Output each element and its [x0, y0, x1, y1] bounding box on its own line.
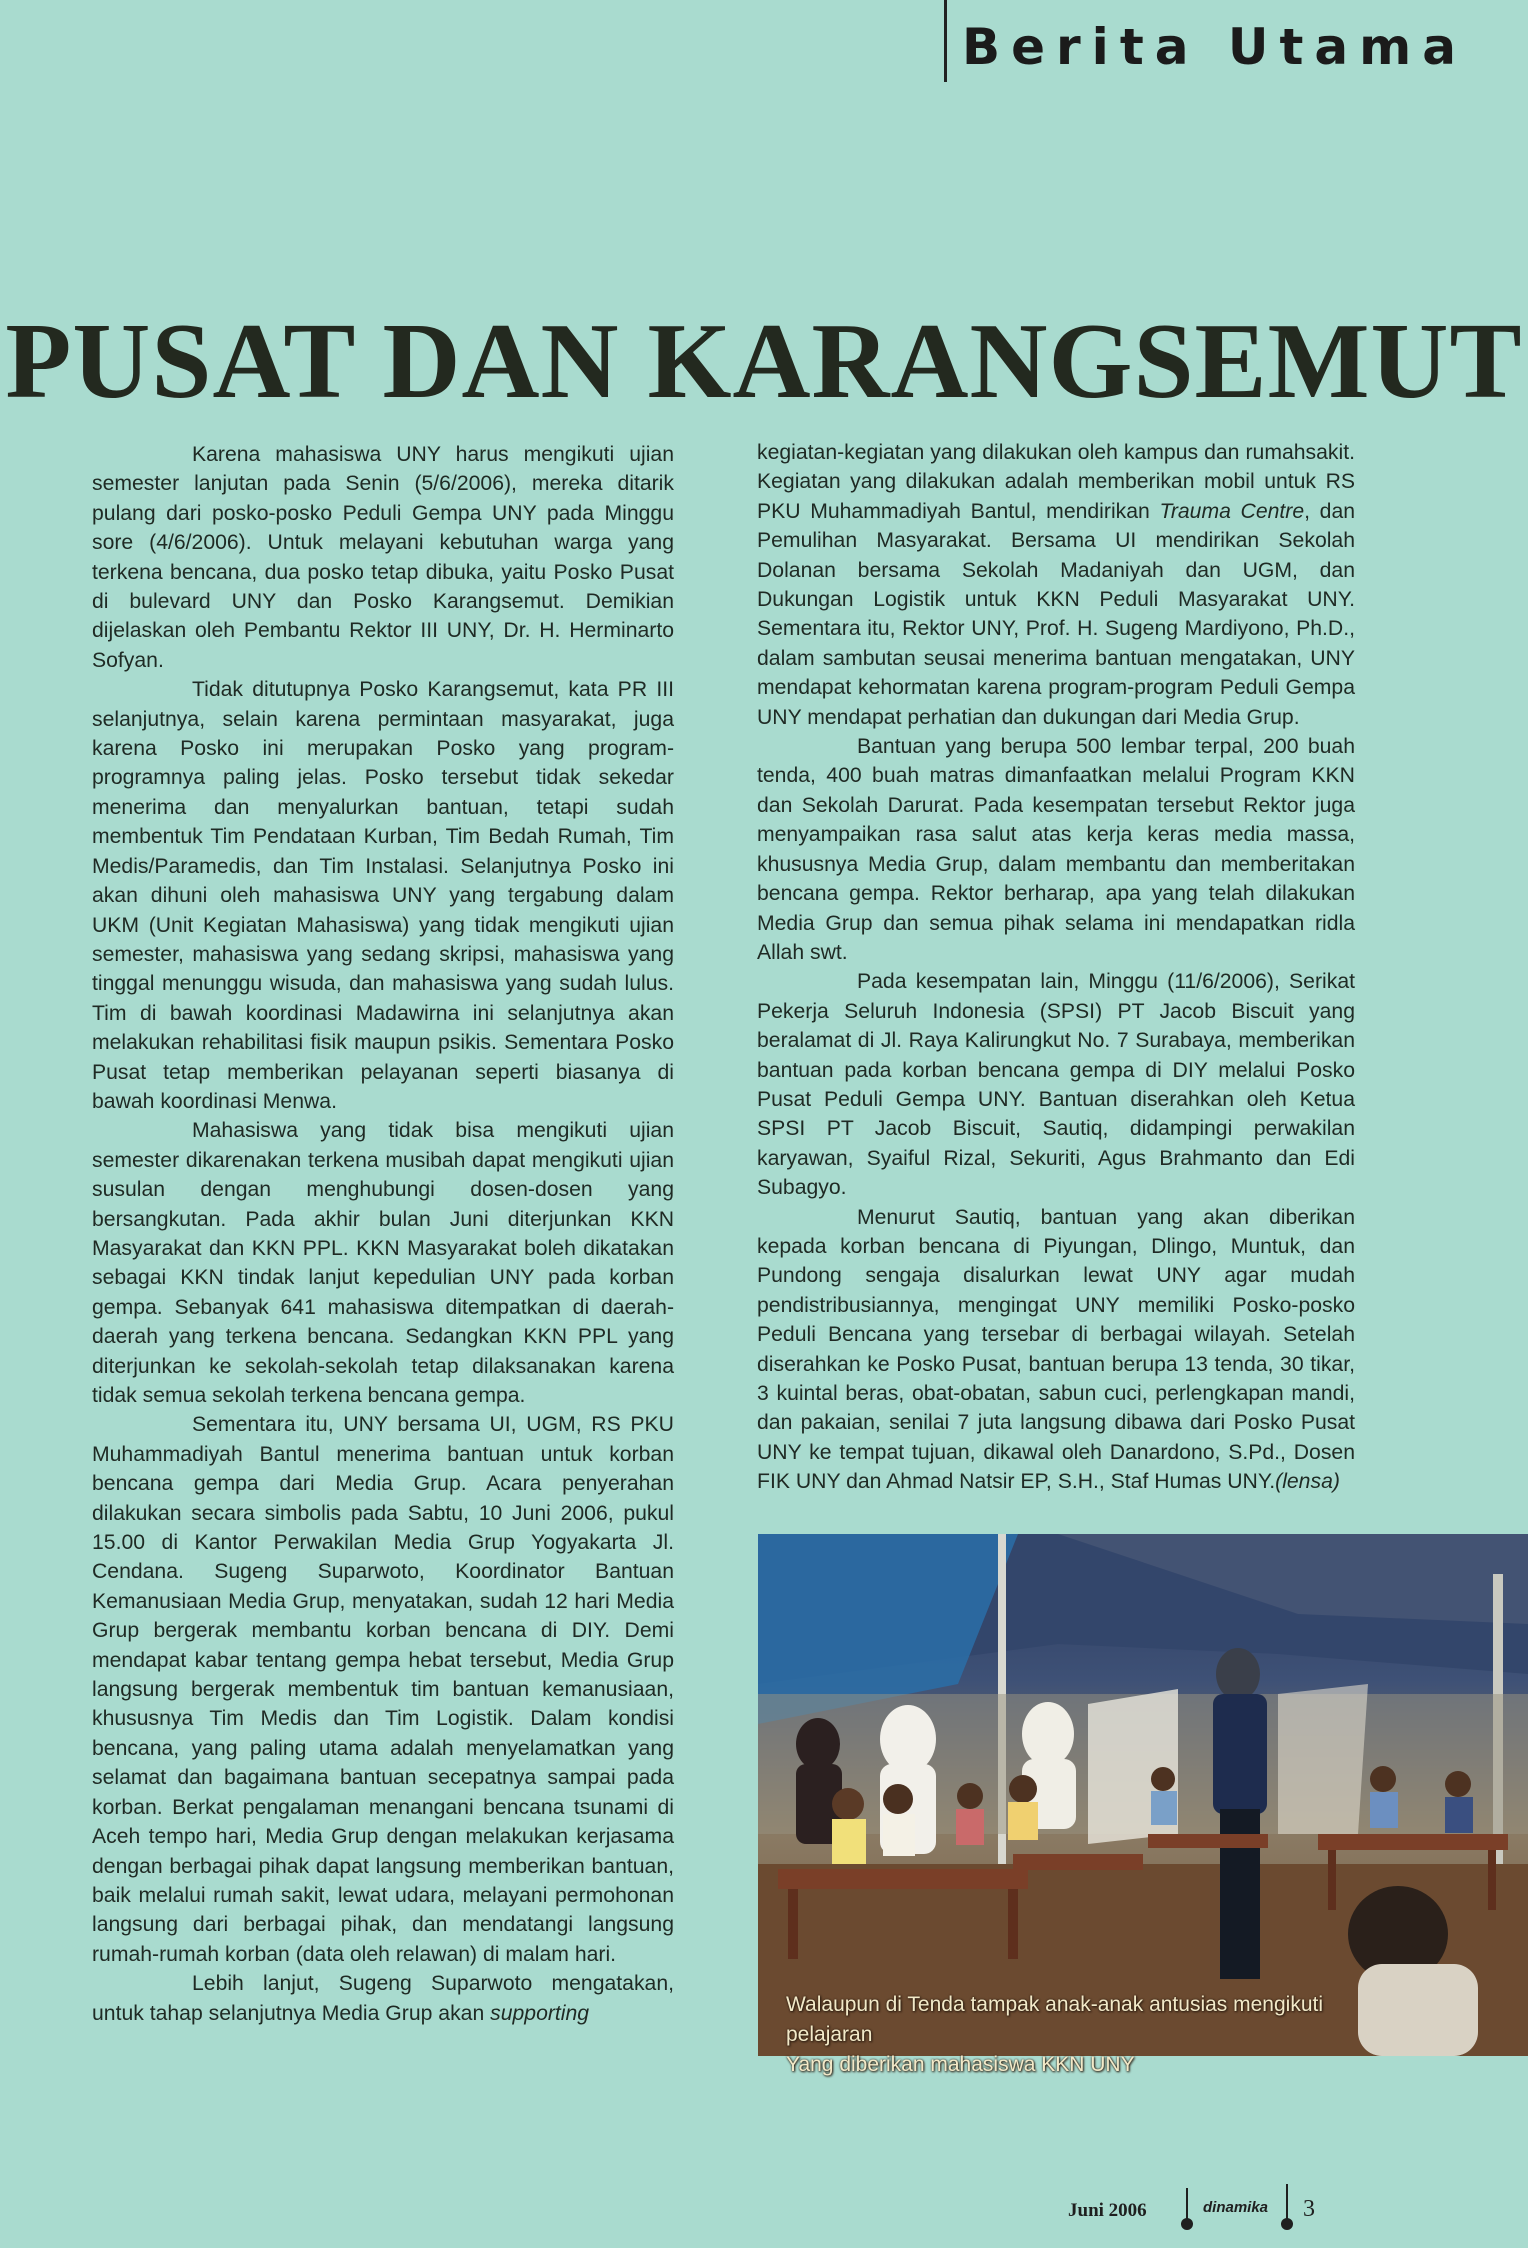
article-photo — [758, 1534, 1528, 2056]
caption-line: Walaupun di Tenda tampak anak-anak antusias mengikuti pelajaran — [786, 1993, 1323, 2046]
magazine-brand: dinamika — [1203, 2199, 1269, 2216]
article-paragraph: Karena mahasiswa UNY harus mengikuti ujian semester lanjutan pada Senin (5/6/2006), mereka ditarik pulang dari posko-posko Peduli Gempa UNY pada Minggu sore (4/6/2006). Untuk melayani kebutuhan warga yang terkena bencana, dua posko tetap dibuka, yaitu Posko Pusat di bulevard UNY dan Posko Karangsemut. Demikian dijelaskan oleh Pembantu Rektor III UNY, Dr. H. Herminarto Sofyan. — [92, 443, 674, 672]
footer-divider — [1286, 2184, 1288, 2224]
article-paragraph — [757, 438, 1355, 732]
paragraph-text: , dan Pemulihan Masyarakat. Bersama UI mendirikan Sekolah Dolanan bersama Sekolah Madaniyah dan UGM, dan Dukungan Logistik untuk KKN Peduli Masyarakat UNY. Sementara itu, Rektor UNY, Prof. H. Sugeng Mardiyono, Ph.D., dalam sambutan seusai menerima bantuan mengatakan, UNY mendapat kehormatan karena program-program Peduli Gempa UNY mendapat perhatian dan dukungan dari Media Grup. — [757, 499, 1356, 729]
article-paragraph: Mahasiswa yang tidak bisa mengikuti ujian semester dikarenakan terkena musibah dapat mengikuti ujian susulan dengan menghubungi dosen-dosen yang bersangkutan. Pada akhir bulan Juni diterjunkan KKN Masyarakat dan KKN PPL. KKN Masyarakat boleh dikatakan sebagai KKN tindak lanjut kepedulian UNY pada korban gempa. Sebanyak 641 mahasiswa ditempatkan di daerah-daerah yang terkena bencana. Sedangkan KKN PPL yang diterjunkan ke sekolah-sekolah tetap dilaksanakan karena tidak semua sekolah terkena bencana gempa. — [92, 1119, 674, 1407]
article-paragraph: Sementara itu, UNY bersama UI, UGM, RS PKU Muhammadiyah Bantul menerima bantuan untuk korban bencana gempa dari Media Grup. Acara penyerahan dilakukan secara simbolis pada Sabtu, 10 Juni 2006, pukul 15.00 di Kantor Perwakilan Media Grup Yogyakarta Jl. Cendana. Sugeng Suparwoto, Koordinator Bantuan Kemanusiaan Media Grup, menyatakan, sudah 12 hari Media Grup bergerak membantu korban bencana di DIY. Demi mendapat kabar tentang gempa hebat tersebut, Media Grup langsung bergerak membentuk tim bantuan kemanusiaan, khususnya Tim Medis dan Tim Logistik. Dalam kondisi bencana, yang paling utama adalah menyelamatkan yang selamat dan bagaimana bantuan secepatnya sampai pada korban. Berkat pengalaman menangani bencana tsunami di Aceh tempo hari, Media Grup dengan melakukan kerjasama dengan berbagai pihak dapat langsung memberikan bantuan, baik melalui rumah sakit, lewat udara, melayani permohonan langsung dari berbagai pihak, dan mendatangi langsung rumah-rumah korban (data oleh relawan) di malam hari. — [92, 1413, 674, 1966]
paragraph-text: Lebih lanjut, Sugeng Suparwoto mengatakan, untuk tahap selanjutnya Media Grup akan — [92, 1972, 674, 2025]
italic-term: supporting — [490, 2001, 590, 2025]
paragraph-text: kegiatan-kegiatan yang dilakukan oleh kampus dan rumahsakit. Kegiatan yang dilakukan adalah memberikan mobil untuk RS PKU Muhammadiyah Bantul, mendirikan — [757, 441, 1355, 523]
photo-caption — [786, 1990, 1386, 2080]
author-credit: (lensa) — [1275, 1470, 1340, 1494]
article-paragraph — [757, 1203, 1355, 1497]
tent-classroom-illustration — [758, 1534, 1528, 2056]
issue-date: Juni 2006 — [1068, 2200, 1147, 2221]
article-paragraph — [92, 1969, 674, 2028]
section-divider — [944, 0, 947, 82]
article-paragraph: Pada kesempatan lain, Minggu (11/6/2006), Serikat Pekerja Seluruh Indonesia (SPSI) PT Jacob Biscuit yang beralamat di Jl. Raya Kalirungkut No. 7 Surabaya, memberikan bantuan pada korban bencana gempa di DIY melalui Posko Pusat Peduli Gempa UNY. Bantuan diserahkan oleh Ketua SPSI PT Jacob Biscuit, Sautiq, didampingi perwakilan karyawan, Syaiful Rizal, Sekuriti, Agus Brahmanto dan Edi Subagyo. — [757, 970, 1355, 1200]
article-column-left — [92, 440, 674, 2028]
page-number: 3 — [1303, 2196, 1315, 2222]
paragraph-text: Menurut Sautiq, bantuan yang akan diberikan kepada korban bencana di Piyungan, Dlingo, Muntuk, dan Pundong sengaja disalurkan lewat UNY agar mudah pendistribusiannya, mengingat UNY memiliki Posko-posko Peduli Bencana yang tersebar di berbagai wilayah. Setelah diserahkan ke Posko Pusat, bantuan berupa 13 tenda, 30 tikar, 3 kuintal beras, obat-obatan, sabun cuci, perlengkapan mandi, dan pakaian, senilai 7 juta langsung dibawa dari Posko Pusat UNY ke tempat tujuan, dikawal oleh Danardono, S.Pd., Dosen FIK UNY dan Ahmad Natsir EP, S.H., Staf Humas UNY. — [757, 1205, 1355, 1494]
italic-term: Trauma Centre — [1159, 499, 1305, 523]
footer-divider — [1186, 2188, 1188, 2224]
article-column-right — [757, 438, 1355, 1497]
article-headline: PUSAT DAN KARANGSEMUT — [5, 302, 1523, 421]
caption-line: Yang diberikan mahasiswa KKN UNY — [786, 2053, 1135, 2076]
article-paragraph: Bantuan yang berupa 500 lembar terpal, 200 buah tenda, 400 buah matras dimanfaatkan melalui Program KKN dan Sekolah Darurat. Pada kesempatan tersebut Rektor juga menyampaikan rasa salut atas kerja keras media massa, khususnya Media Grup, dalam membantu dan memberitakan bencana gempa. Rektor berharap, apa yang telah dilakukan Media Grup dan semua pihak selama ini mendapatkan ridla Allah swt. — [757, 735, 1355, 964]
article-paragraph: Tidak ditutupnya Posko Karangsemut, kata PR III selanjutnya, selain karena permintaan masyarakat, juga karena Posko ini merupakan Posko yang program-programnya paling jelas. Posko tersebut tidak sekedar menerima dan menyalurkan bantuan, tetapi sudah membentuk Tim Pendataan Kurban, Tim Bedah Rumah, Tim Medis/Paramedis, dan Tim Instalasi. Selanjutnya Posko ini akan dihuni oleh mahasiswa UNY yang tergabung dalam UKM (Unit Kegiatan Mahasiswa) yang tidak mengikuti ujian semester, mahasiswa yang sedang skripsi, mahasiswa yang tinggal menunggu wisuda, dan mahasiswa yang sudah lulus. Tim di bawah koordinasi Madawirna ini selanjutnya akan melakukan rehabilitasi fisik maupun psikis. Sementara Posko Pusat tetap memberikan pelayanan seperti biasanya di bawah koordinasi Menwa. — [92, 678, 674, 1113]
section-label: Berita Utama — [962, 18, 1467, 76]
